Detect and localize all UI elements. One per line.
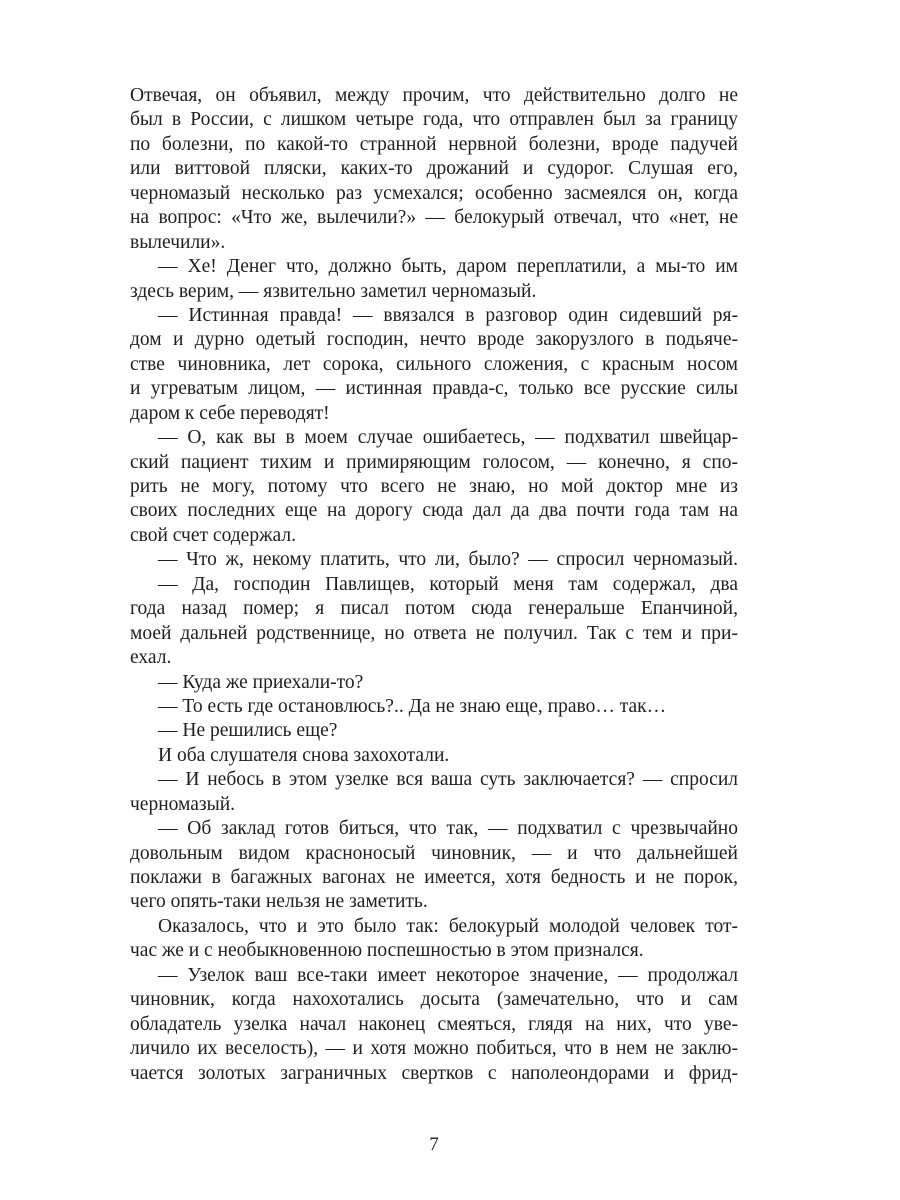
text-line: ехал. — [130, 647, 172, 669]
text-line: свой счет содержал. — [130, 524, 296, 546]
text-line: чается золотых заграничных свертков с наполеондорами и фрид- — [130, 1062, 738, 1084]
text-line: — Узелок ваш все-таки имеет некоторое значение, — продолжал — [158, 964, 738, 986]
text-line: моей дальней родственнице, но ответа не получил. Так с тем и при- — [130, 622, 738, 644]
text-line: ский пациент тихим и примиряющим голосом, — конечно, я спо- — [130, 451, 738, 473]
text-line: — Хе! Денег что, должно быть, даром переплатили, а мы-то им — [158, 256, 738, 278]
body-text — [130, 84, 738, 1086]
text-line: — Об заклад готов биться, что так, — подхватил с чрезвычайно — [158, 818, 738, 840]
text-line: Оказалось, что и это было так: белокурый молодой человек тот- — [158, 915, 738, 937]
text-line: обладатель узелка начал наконец смеяться, глядя на них, что уве- — [130, 1013, 738, 1035]
text-line: даром к себе переводят! — [130, 402, 330, 424]
text-line: Отвечая, он объявил, между прочим, что действительно долго не — [130, 85, 738, 106]
text-line: — О, как вы в моем случае ошибаетесь, — подхватил швейцар- — [158, 427, 738, 449]
text-line: чиновник, когда нахохотались досыта (замечательно, что и сам — [130, 989, 738, 1011]
text-line: поклажи в багажных вагонах не имеется, хотя бедность и не порок, — [130, 867, 738, 888]
page-number: 7 — [429, 1134, 439, 1155]
text-line: И оба слушателя снова захохотали. — [158, 744, 450, 766]
text-line: личило их веселость), — и хотя можно побиться, что в нем не заклю- — [130, 1038, 738, 1060]
text-line: — Что ж, некому платить, что ли, было? — спросил черномазый. — [158, 549, 738, 571]
text-line: вылечили». — [130, 231, 226, 253]
text-line: на вопрос: «Что же, вылечили?» — белокурый отвечал, что «нет, не — [130, 207, 738, 229]
text-line: или виттовой пляски, каких-то дрожаний и судорог. Слушая его, — [130, 158, 738, 180]
text-line: час же и с необыкновенною поспешностью в этом признался. — [130, 940, 644, 962]
text-line: стве чиновника, лет сорока, сильного сложения, с красным носом — [130, 353, 738, 375]
text-line: по болезни, по какой-то странной нервной болезни, вроде падучей — [130, 133, 738, 155]
text-line: — То есть где остановлюсь?.. Да не знаю еще, право… так… — [158, 695, 667, 717]
text-line: был в России, с лишком четыре года, что отправлен был за границу — [130, 109, 738, 131]
text-line: черномазый. — [130, 793, 236, 815]
text-line: — И небось в этом узелке вся ваша суть заключается? — спросил — [158, 769, 738, 791]
text-line: года назад помер; я писал потом сюда генеральше Епанчиной, — [130, 598, 738, 620]
text-line: — Не решились еще? — [158, 720, 338, 742]
text-line: своих последних еще на дорогу сюда дал да два почти года там на — [130, 500, 738, 522]
text-line: дом и дурно одетый господин, нечто вроде закорузлого в подьяче- — [130, 329, 738, 351]
text-line: и угреватым лицом, — истинная правда-с, только все русские силы — [130, 378, 738, 400]
text-line: рить не могу, потому что всего не знаю, но мой доктор мне из — [130, 476, 738, 497]
text-line: черномазый несколько раз усмехался; особенно засмеялся он, когда — [130, 182, 738, 204]
text-line: здесь верим, — язвительно заметил черномазый. — [130, 280, 537, 302]
text-line: — Да, господин Павлищев, который меня там содержал, два — [158, 573, 738, 595]
text-line: — Куда же приехали-то? — [158, 671, 364, 693]
text-line: довольным видом красноносый чиновник, — и что дальнейшей — [130, 842, 738, 864]
text-line: — Истинная правда! — ввязался в разговор один сидевший ря- — [158, 304, 738, 326]
text-line: чего опять-таки нельзя не заметить. — [130, 891, 428, 913]
